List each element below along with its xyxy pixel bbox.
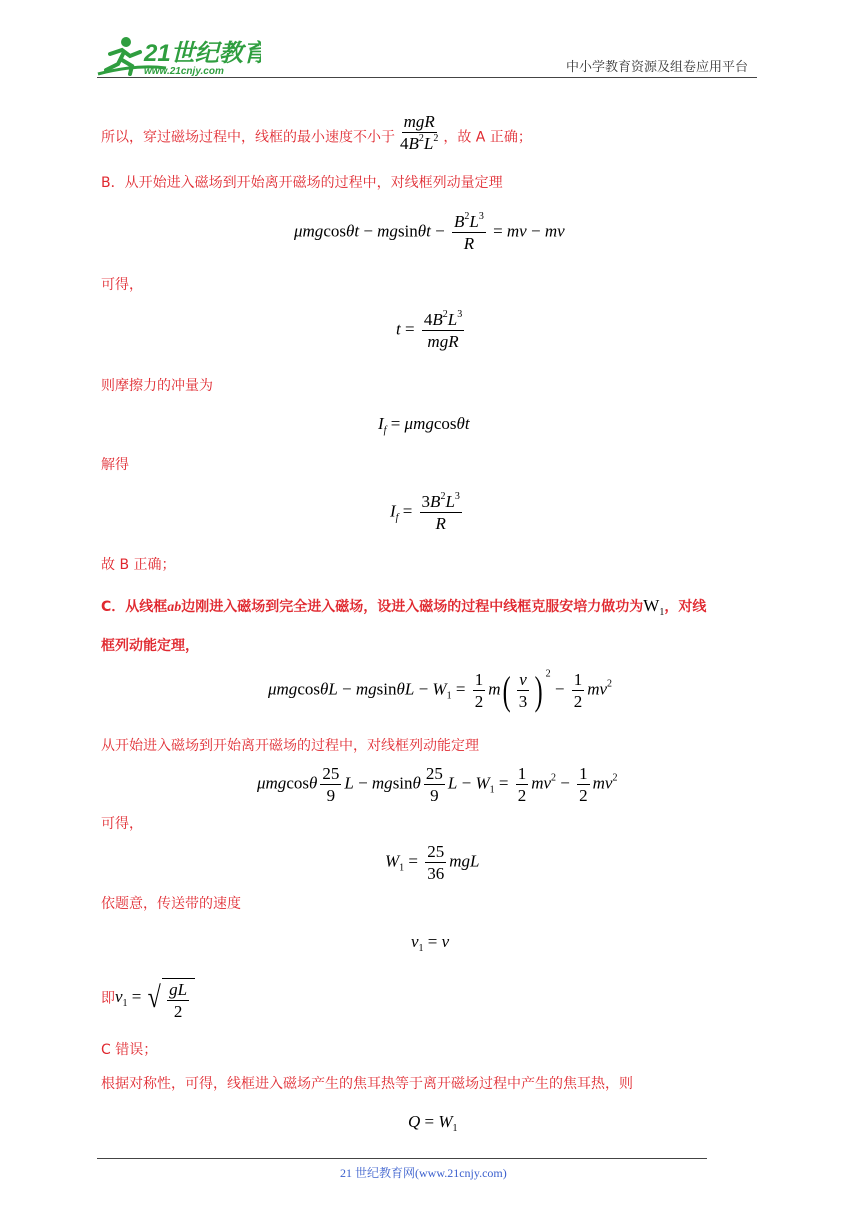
formula-energy-entering: $\mu mgcos\theta L - mgsin\theta L - W_1$ = $\frac{1}{2}$ m( $\frac{v}{3}$ ) $^2$ − $\frac{1}{2}$ $mv^2$ — [268, 667, 613, 713]
c-heading-w-sub: 1 — [659, 607, 665, 618]
friction-impulse-label: 则摩擦力的冲量为 — [101, 378, 213, 394]
formula-v1: $v_1 = v$ — [411, 932, 450, 954]
c-heading-line2: 框列动能定理， — [101, 638, 199, 654]
footer-divider — [97, 1158, 707, 1159]
c-heading-part3: ，对线 — [664, 599, 707, 615]
energy-heading: 从开始进入磁场到开始离开磁场的过程中，对线框列动能定理 — [101, 738, 479, 754]
formula-min-speed: $\frac{\text{mgR}}{4B^2L^2}$ — [400, 112, 439, 153]
option-c-wrong: C 错误； — [101, 1042, 158, 1058]
ji-line — [101, 976, 195, 1021]
runner-icon — [96, 34, 261, 78]
formula-w1: $W_1$ = $\frac{25}{36}$ mgL — [385, 842, 480, 883]
header-divider — [97, 77, 757, 78]
site-title: 中小学教育资源及组卷应用平台 — [566, 60, 749, 75]
formula-q: $Q = W_1$ — [408, 1112, 458, 1134]
kede-2: 可得， — [101, 816, 143, 832]
logo-text: 21世纪教育 — [144, 40, 261, 67]
site-logo — [96, 34, 261, 78]
option-b-heading: B．从开始进入磁场到开始离开磁场的过程中，对线框列动量定理 — [101, 175, 503, 191]
option-c-heading — [101, 596, 706, 618]
c-heading-ab: ab — [167, 600, 182, 615]
conclusion-a-suffix: ，故 A 正确； — [443, 129, 532, 146]
formula-v1-sqrt: $v_1$ = √ $\frac{gL}{2}$ — [115, 987, 195, 1006]
conclusion-a-prefix: 所以，穿过磁场过程中，线框的最小速度不小于 — [101, 129, 395, 146]
c-heading-w: W — [643, 596, 660, 615]
formula-momentum-theorem: μmgcosθt − mgsinθt − $\frac{B^2L^3}{R}$ = mv − mv — [294, 211, 565, 253]
formula-friction-impulse: $I_f = \mu mgcos\theta t$ — [378, 414, 470, 436]
ji-label: 即 — [101, 990, 115, 1007]
symmetry-statement: 根据对称性，可得，线框进入磁场产生的焦耳热等于离开磁场过程中产生的焦耳热，则 — [101, 1076, 633, 1092]
formula-time: t = $\frac{4B^2L^3}{\text{mgR}}$ — [396, 309, 463, 351]
c-heading-part2: 边刚进入磁场到完全进入磁场，设进入磁场的过程中线框克服安培力做功为 — [181, 599, 644, 615]
conclusion-a — [101, 112, 532, 153]
belt-speed-label: 依题意，传送带的速度 — [101, 896, 241, 912]
footer-link[interactable]: 21 世纪教育网(www.21cnjy.com) — [340, 1166, 507, 1180]
formula-friction-result: $I_f$ = $\frac{3B^2L^3}{R}$ — [390, 491, 460, 533]
option-b-correct: 故 B 正确； — [101, 557, 176, 573]
logo-url: www.21cnjy.com — [144, 66, 224, 77]
c-heading-part1: C．从线框 — [101, 599, 168, 615]
kede-1: 可得， — [101, 277, 143, 293]
formula-energy-full: μmgcosθ $\frac{25}{9}$ L − mgsinθ $\frac{25}{9}$ $L - W_1$ = $\frac{1}{2}$ $mv^2$ − $\frac{1}{2}$ $mv^2$ — [257, 764, 618, 805]
jiede-label: 解得 — [101, 457, 129, 473]
